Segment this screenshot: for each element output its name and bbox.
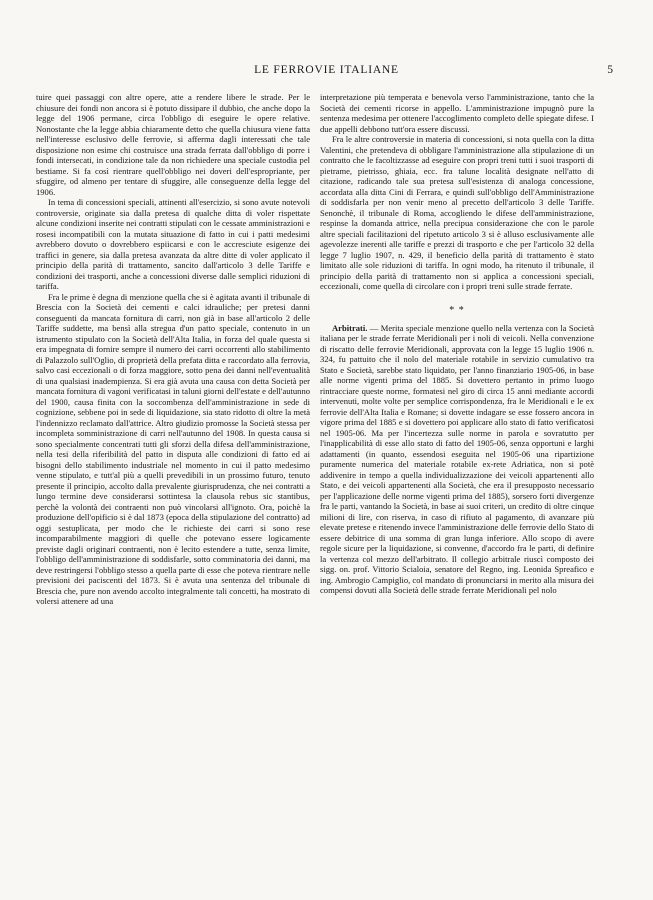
page-header: [40, 64, 613, 78]
section-heading: Arbitrati.: [332, 322, 368, 333]
paragraph: In tema di concessioni speciali, attinenti all'esercizio, si sono avute notevoli controversie, originate sia dalla pretesa di qualche ditta di voler rispettate alcune condizioni inserite nei contratti stipulati con le cessate amministrazioni e rosesi incompatibili con la mutata situazione di fatto in cui i patti medesimi avrebbero dovuto o dovrebbero espiicarsi e con le accresciute esigenze dei traffici in genere, sia dalla pretesa avanzata da altre ditte di voler applicato il principio della parità di trattamento, sancito dall'articolo 3 delle Tariffe e condizioni dei trasporti, anche a concessioni diverse dalle semplici riduzioni di tariffa.: [36, 197, 310, 291]
paragraph: tuire quei passaggi con altre opere, atte a rendere libere le strade. Per le chiusure dei fondi non ancora si è potuto dissipare il dubbio, che anche dopo la legge del 1906 permane, circa l'obbligo di eseguire le opere relative. Nonostante che la legge abbia chiaramente detto che quella chiusura viene fatta nell'interesse esclusivo delle ferrovie, si afferma dagli interessati che tale disposizione non esime chi costruisce una strada ferrata dall'obbligo di porre i fondi intersecati, in condizione tale da non richiedere una speciale custodia pel bestiame. Si fa così rientrare quell'obbligo nei doveri dell'espropriante, per sfuggire, od almeno per tentare di sfuggire, alle conseguenze della legge del 1906.: [36, 92, 310, 197]
paragraph: Fra le altre controversie in materia di concessioni, si nota quella con la ditta Valentini, che pretendeva di obbligare l'amministrazione alla stipulazione di un contratto che le facoltizzasse ad eseguire con propri treni tutti i suoi trasporti di pietrame, pietrisso, ghiaia, ecc. fra talune località designate nell'atto di citazione, radicando tale sua pretesa sull'esistenza di analoga concessione, accordata alla ditta Cini di Ferrara, e quindi sull'obbligo dell'Amministrazione di soddisfarla per non venir meno al precetto dell'articolo 3 delle Tariffe. Senonchè, il tribunale di Roma, accogliendo le difese dell'amministrazione, respinse la domanda attrice, nella precipua considerazione che con le parole altre speciali facilitazioni del ripetuto articolo 3 si è alluso esclusivamente alle agevolezze inerenti alle tariffe e prezzi di trasporto e che per l'articolo 32 della legge 7 luglio 1907, n. 429, il beneficio della parità di trattamento è stato limitato alle sole riduzioni di tariffa. In ogni modo, ha ritenuto il tribunale, il principio della parità di trattamento non si applica a concessioni speciali, eccezionali, come quella di circolare con i propri treni sulle strade ferrate.: [320, 134, 594, 291]
left-column: [36, 92, 310, 607]
paragraph: Fra le prime è degna di menzione quella che si è agitata avanti il tribunale di Brescia con la Società dei cementi e calci idrauliche; per pretesi danni conseguenti da mancata fornitura di carri, non già in base all'articolo 2 delle Tariffe suddette, ma bensì alla stregua d'un patto speciale, contenuto in un istrumento stipulato con la Società dell'Alta Italia, in forza del quale questa si era impegnata di fornire sempre il numero dei carri occorrenti allo stabilimento di Palazzolo sull'Oglio, di proprietà della prefata ditta e raccordato alla ferrovia, salvo casi eccezionali o di forza maggiore, sotto pena dei danni nell'eventualità di una qualsiasi inadempienza. Si era già avuta una causa con detta Società per mancata fornitura di vagoni verificatasi in taluni giorni dell'estate e dell'autunno del 1900, causa finita con la soccombenza dell'amministrazione in sede di cognizione, sebbene poi in sede di liquidazione, sia stato ridotto di oltre la metà l'indennizzo reclamato dall'attrice. Altro giudizio promosse la Società stessa per incompleta somministrazione di carri nell'autunno del 1908. In questa causa si sono specialmente concentrati tutti gli sforzi della difesa dell'amministrazione, nella tesi della riferibilità del patto in disputa alle condizioni di fatto ed ai bisogni dello stabilimento industriale nel momento in cui il patto medesimo venne stipulato, e tutt'al più a quelli prevedibili in un prossimo futuro, tenuto presente il principio, accolto dalla prevalente giurisprudenza, che nei contratti a lungo termine deve considerarsi sottintesa la clausola rebus sic stantibus, perchè la volontà dei contraenti non può vincolarsi all'ignoto. Ora, poichè la produzione dell'opificio si è dal 1873 (epoca della stipulazione del contratto) ad oggi sestuplicata, per modo che le richieste dei carri si sono rese incomparabilmente maggiori di quelle che potevano essere logicamente previste dagli originari contraenti, non è lecito estendere a tutte, senza limite, l'obbligo dell'amministrazione di soddisfarle, sotto comminatoria dei danni, ma deve restringersi l'obbligo stesso a quella parte di esse che poteva rientrare nelle previsioni dei paciscenti del 1873. Si è avuta una sentenza del tribunale di Brescia che, pure non avendo accolto integralmente tali concetti, ha mostrato di volersi attenere ad una: [36, 291, 310, 606]
paragraph: interpretazione più temperata e benevola verso l'amministrazione, tanto che la Società dei cementi ricorse in appello. L'amministrazione impugnò pure la sentenza medesima per ottenere l'accoglimento completo delle spiegate difese. I due appelli debbono tutt'ora essere discussi.: [320, 92, 594, 134]
running-title: LE FERROVIE ITALIANE: [254, 64, 399, 76]
right-column: [320, 92, 594, 596]
section-separator: * *: [449, 304, 465, 316]
arbitrati-paragraph: [320, 323, 594, 596]
page-number: 5: [607, 64, 613, 76]
paragraph-body: — Merita speciale menzione quello nella vertenza con la Società italiana per le strade ferrate Meridionali per i noli di veicoli. Nella convenzione di riscatto delle ferrovie Meridionali, approvata con la legge 15 luglio 1906 n. 324, fu pattuito che il nolo del materiale rotabile in servizio cumulativo tra Stato e Società, sarebbe stato liquidato, per l'anno finanziario 1905-06, in base alle norme vigenti prima del 1885. Si dovettero pertanto in primo luogo rintracciare queste norme, formatesi nel giro di circa 15 anni mediante accordi intervenuti, molte volte per semplice corrispondenza, fra le Meridionali e le ex ferrovie dell'Alta Italia e Romane; si dovette indagare se esse fossero ancora in vigore prima del 1885 e si dovettero poi applicare allo stato di fatto verificatosi nel 1905-06. Ma per l'incertezza sulle norme in parola e sovratutto per l'inapplicabilità di esse allo stato di fatto del 1905-06, senza opportuni e larghi adattamenti (in quanto, essendosi eseguita nel 1905-06 una ripartizione puramente numerica del materiale rotabile ex-rete Adriatica, non si potè addivenire in tempo a quella individualizzazione dei veicoli appartenenti allo Stato, e dei veicoli appartenenti alla Società, che era il presupposto necessario per l'applicazione delle norme vigenti prima del 1885), sorsero forti divergenze fra le parti, vantando la Società, in base ai suoi criteri, un credito di oltre cinque milioni di lire, con riserva, in caso di rifiuto al pagamento, di avanzare più elevate pretese e ritenendo invece l'amministrazione delle ferrovie dello Stato di essere debitrice di una somma di gran lunga inferiore. Allo scopo di avere regole sicure per la liquidazione, si convenne, d'accordo fra le parti, di definire la vertenza col mezzo dell'arbitrato. Il collegio arbitrale riuscì composto dei sigg. on. prof. Vittorio Scialoia, senatore del Regno, ing. Leonida Spreafico e ing. Ambrogio Campiglio, col mandato di pronunciarsi in merito alla misura dei compensi dovuti alla Società delle strade ferrate Meridionali pel nolo: [320, 322, 594, 595]
